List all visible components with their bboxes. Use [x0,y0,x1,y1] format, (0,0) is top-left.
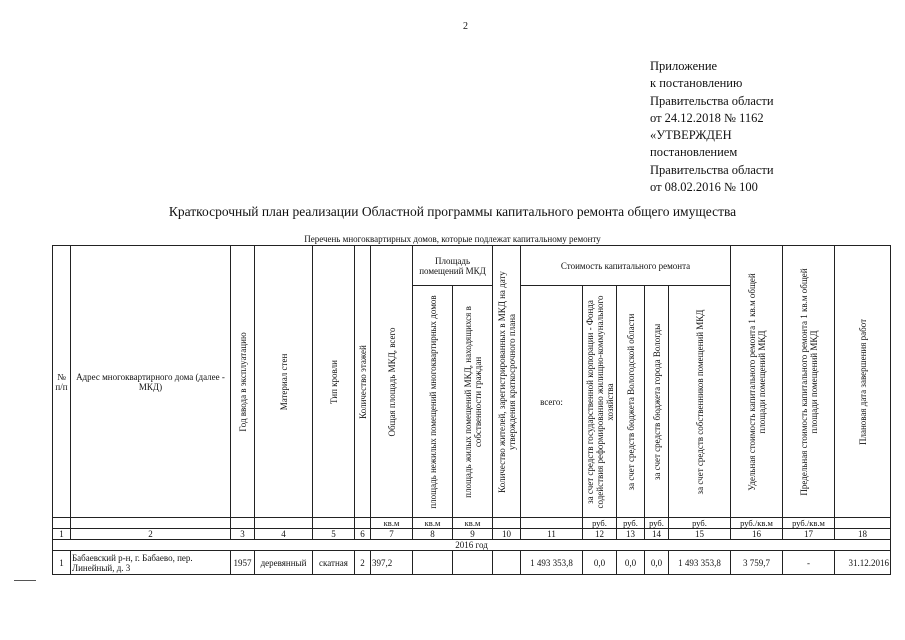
row-roof: скатная [313,551,355,575]
column-number: 13 [617,529,645,540]
header-cost-region [617,286,645,518]
column-number: 18 [835,529,891,540]
row-floors: 2 [355,551,371,575]
column-number: 6 [355,529,371,540]
row-cost-city: 0,0 [645,551,669,575]
header-unit-cost [731,246,783,518]
row-cost-region: 0,0 [617,551,645,575]
appendix-line: Правительства области [650,93,774,108]
appendix-line: Правительства области [650,162,774,177]
column-number: 16 [731,529,783,540]
row-area-nonres [413,551,453,575]
document-title: Краткосрочный план реализации Областной программы капитального ремонта общего имущества [168,204,737,219]
header-area-nonres [413,286,453,518]
column-number: 17 [783,529,835,540]
repair-plan-table [52,245,891,575]
appendix-line: от 08.02.2016 № 100 [650,180,758,195]
header-cost-owners [669,286,731,518]
header-area-res-text: площадь жилых помещений МКД, находящихся в собственности граждан [462,305,483,498]
row-max-cost: - [783,551,835,575]
row-cost-owners: 1 493 353,8 [669,551,731,575]
header-year [231,246,255,518]
unit-cell [493,518,521,529]
header-max-cost [783,246,835,518]
header-total-area [371,246,413,518]
appendix-line: постановлением [650,145,738,160]
header-roof [313,246,355,518]
header-date [835,246,891,518]
header-cost-city-text: за счет средств бюджета города Вологды [651,323,662,480]
unit-cell [231,518,255,529]
header-year-text: Год ввода в эксплуатацию [237,331,248,432]
unit-unit-cost: руб./кв.м [731,518,783,529]
header-cost-owners-text: за счет средств собственников помещений МКД [694,309,705,494]
column-number: 2 [71,529,231,540]
unit-total-area: кв.м [371,518,413,529]
row-address: Бабаевский р-н, г. Бабаево, пер. Линейный, д. 3 [71,551,231,575]
unit-cell [71,518,231,529]
unit-max-cost: руб./кв.м [783,518,835,529]
row-total-area: 397,2 [371,551,413,575]
header-area-nonres-text: площадь нежилых помещений многоквартирных домов [427,294,438,509]
header-max-cost-text: Предельная стоимость капитального ремонта 1 кв.м общей площади помещений МКД [798,267,819,496]
column-number: 9 [453,529,493,540]
header-unit-cost-text: Удельная стоимость капитального ремонта 1 кв.м общей площади помещений МКД [746,272,767,491]
unit-area-nonres: кв.м [413,518,453,529]
header-area-res [453,286,493,518]
row-num: 1 [53,551,71,575]
appendix-line: Приложение [650,59,718,73]
row-unit-cost: 3 759,7 [731,551,783,575]
unit-cost-owners: руб. [669,518,731,529]
appendix-block [650,58,774,196]
row-year: 1957 [231,551,255,575]
header-total-area-text: Общая площадь МКД, всего [386,327,397,436]
header-address: Адрес многоквартирного дома (далее - МКД) [71,246,231,518]
header-cost-group: Стоимость капитального ремонта [521,246,731,286]
header-area-group: Площадь помещений МКД [413,246,493,286]
row-walls: деревянный [255,551,313,575]
header-floors [355,246,371,518]
column-number: 1 [53,529,71,540]
appendix-line: к постановлению [650,76,743,91]
row-residents [493,551,521,575]
unit-cell [255,518,313,529]
column-number: 14 [645,529,669,540]
column-number: 15 [669,529,731,540]
header-floors-text: Количество этажей [357,344,368,419]
margin-mark [14,580,36,581]
column-number: 7 [371,529,413,540]
header-residents [493,246,521,518]
header-num: № п/п [53,246,71,518]
table-row [53,551,891,575]
header-walls [255,246,313,518]
header-cost-region-text: за счет средств бюджета Вологодской области [625,313,636,490]
unit-cell [53,518,71,529]
header-cost-fund [583,286,617,518]
unit-cell [835,518,891,529]
column-number: 5 [313,529,355,540]
header-roof-text: Тип кровли [328,359,339,404]
unit-cell [355,518,371,529]
unit-cost-region: руб. [617,518,645,529]
row-cost-total: 1 493 353,8 [521,551,583,575]
unit-cost-fund: руб. [583,518,617,529]
header-residents-text: Количество жителей, зарегистрированных в МКД на дату утверждения краткосрочного плана [496,270,517,493]
table-caption: Перечень многоквартирных домов, которые подлежат капитальному ремонту [304,234,601,244]
unit-cost-city: руб. [645,518,669,529]
header-walls-text: Материал стен [278,353,289,410]
header-cost-city [645,286,669,518]
appendix-line: «УТВЕРЖДЕН [650,128,732,143]
column-number: 4 [255,529,313,540]
unit-cell [313,518,355,529]
column-number: 10 [493,529,521,540]
column-number: 3 [231,529,255,540]
row-date: 31.12.2016 [835,551,891,575]
unit-area-res: кв.м [453,518,493,529]
row-area-res [453,551,493,575]
row-cost-fund: 0,0 [583,551,617,575]
appendix-line: от 24.12.2018 № 1162 [650,110,764,125]
header-date-text: Плановая дата завершения работ [857,318,868,445]
column-number: 11 [521,529,583,540]
header-cost-fund-text: за счет средств государственной корпорации - Фонда содействия реформированию жилищно-коммунального хозяйства [584,294,615,509]
page-number: 2 [463,21,468,32]
unit-cell [521,518,583,529]
column-number: 12 [583,529,617,540]
header-cost-total: всего: [521,286,583,518]
column-number: 8 [413,529,453,540]
section-year: 2016 год [53,540,891,551]
